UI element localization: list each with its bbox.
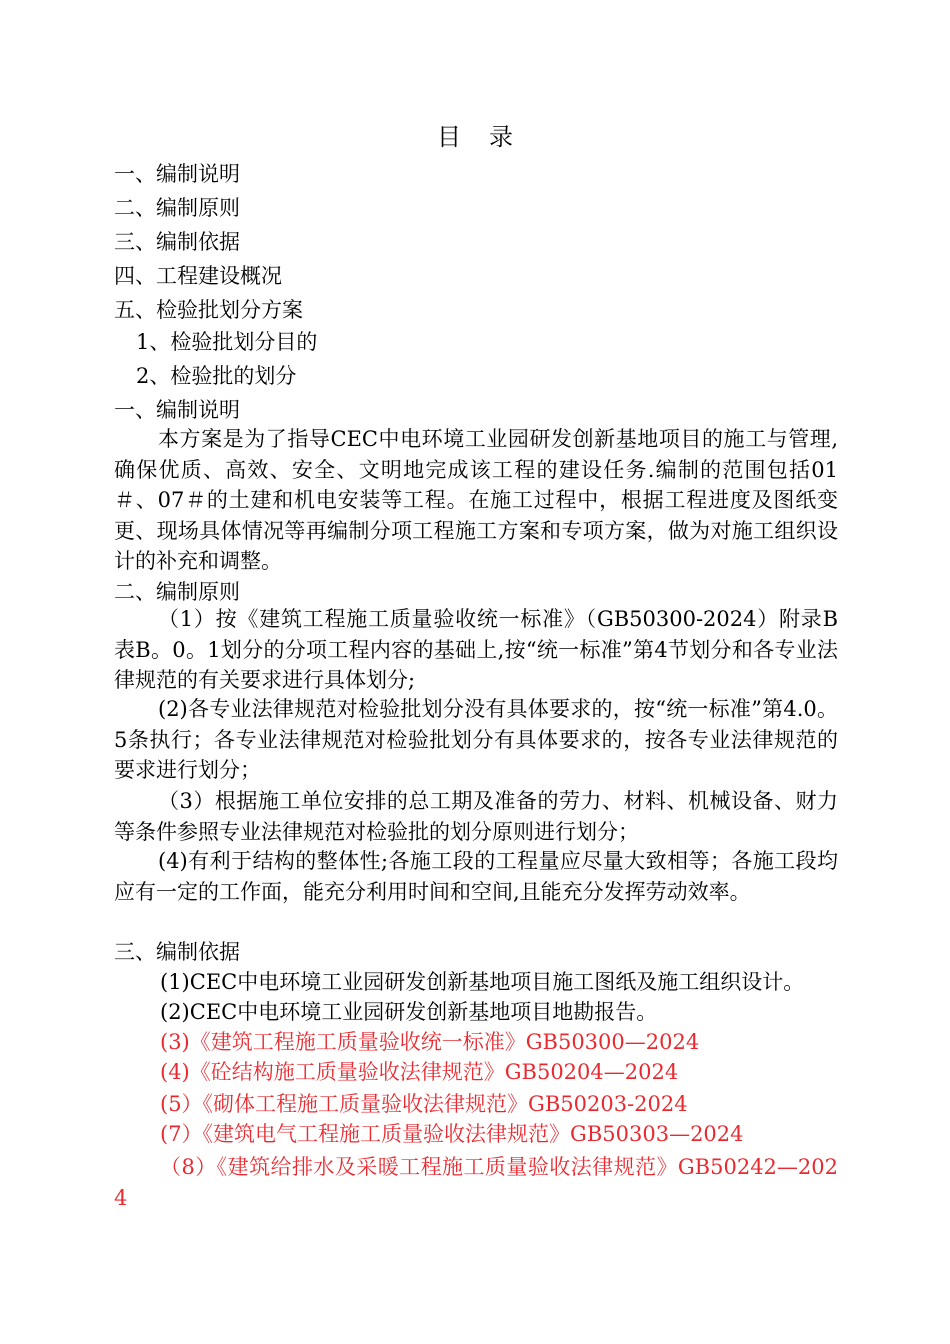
principle-item-3: （3）根据施工单位安排的总工期及准备的劳力、材料、机械设备、财力等条件参照专业法律规范对检验批的划分原则进行划分； <box>114 789 838 844</box>
basis-item-4: (4)《砼结构施工质量验收法律规范》GB50204—2024 <box>160 1060 679 1084</box>
toc-item-4[interactable]: 四、工程建设概况 <box>114 264 282 288</box>
toc-subitem-2[interactable]: 2、检验批的划分 <box>136 364 297 388</box>
section-heading-1: 一、编制说明 <box>114 398 240 422</box>
basis-item-7: （8）《建筑给排水及采暖工程施工质量验收法律规范》GB50242—2024 <box>114 1155 838 1210</box>
section-heading-2: 二、编制原则 <box>114 580 240 604</box>
toc-item-1[interactable]: 一、编制说明 <box>114 162 240 186</box>
section1-paragraph: 本方案是为了指导CEC中电环境工业园研发创新基地项目的施工与管理,确保优质、高效、安全、文明地完成该工程的建设任务.编制的范围包括01＃、07＃的土建和机电安装等工程。在施工过程中，根据工程进度及图纸变更、现场具体情况等再编制分项工程施工方案和专项方案，做为对施工组织设计的补充和调整。 <box>114 427 838 573</box>
toc-item-3[interactable]: 三、编制依据 <box>114 230 240 254</box>
basis-item-2: (2)CEC中电环境工业园研发创新基地项目地勘报告。 <box>160 1000 658 1024</box>
basis-item-3: (3)《建筑工程施工质量验收统一标准》GB50300—2024 <box>160 1030 700 1054</box>
basis-item-5: (5）《砌体工程施工质量验收法律规范》GB50203-2024 <box>160 1092 688 1116</box>
toc-item-5[interactable]: 五、检验批划分方案 <box>114 298 303 322</box>
section-heading-3: 三、编制依据 <box>114 940 240 964</box>
principle-item-2: (2)各专业法律规范对检验批划分没有具体要求的，按“统一标准”第4.0。5条执行；各专业法律规范对检验批划分有具体要求的，按各专业法律规范的要求进行划分； <box>114 697 838 782</box>
toc-subitem-1[interactable]: 1、检验批划分目的 <box>136 330 318 354</box>
toc-item-2[interactable]: 二、编制原则 <box>114 196 240 220</box>
basis-item-1: (1)CEC中电环境工业园研发创新基地项目施工图纸及施工组织设计。 <box>160 970 805 994</box>
principle-item-1: （1）按《建筑工程施工质量验收统一标准》（GB50300-2024）附录B表B。0。1划分的分项工程内容的基础上,按“统一标准”第4节划分和各专业法律规范的有关要求进行具体划分; <box>114 607 838 692</box>
basis-item-6: (7）《建筑电气工程施工质量验收法律规范》GB50303—2024 <box>160 1122 744 1146</box>
principle-item-4: (4)有利于结构的整体性;各施工段的工程量应尽量大致相等；各施工段均应有一定的工作面，能充分利用时间和空间,且能充分发挥劳动效率。 <box>114 849 838 904</box>
page-title: 目录 <box>437 123 541 151</box>
